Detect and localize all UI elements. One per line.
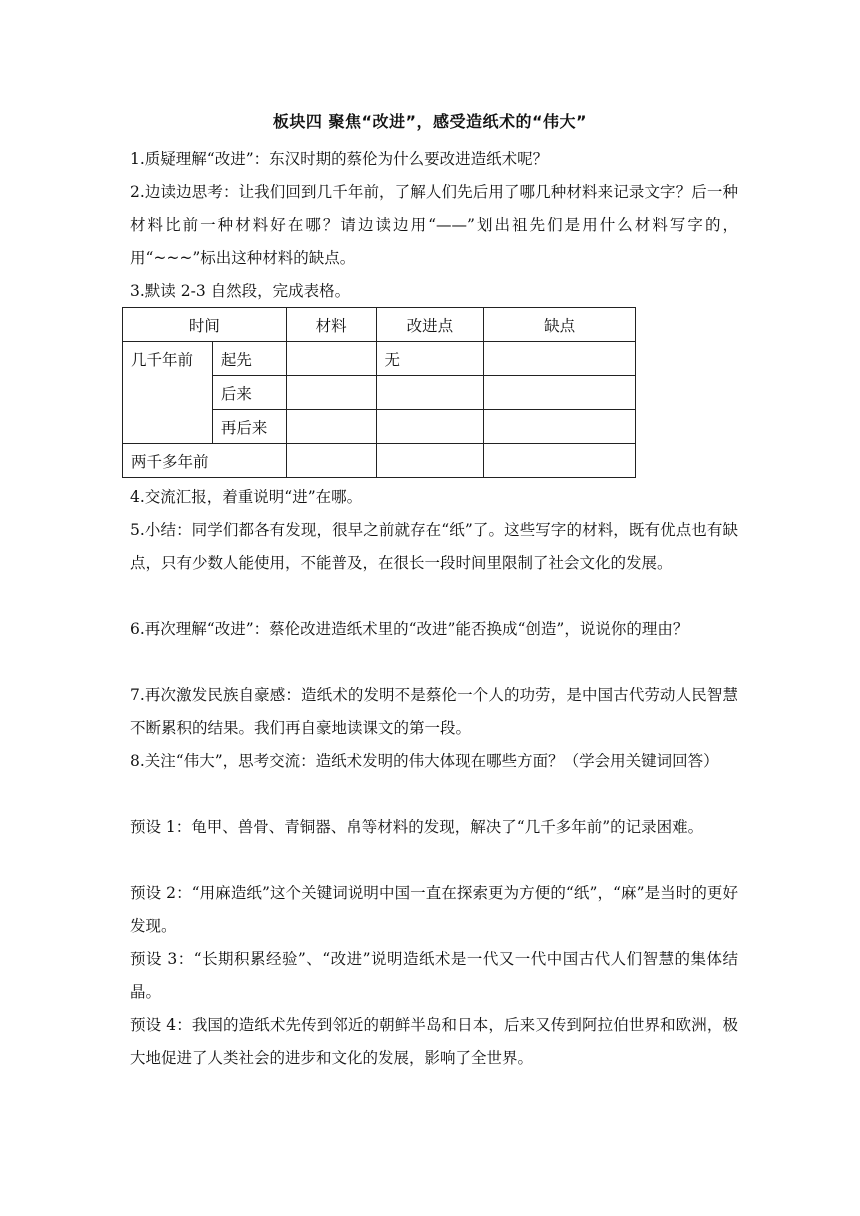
table-row (123, 342, 636, 376)
improvement-cell (376, 376, 484, 410)
sub-time-cell: 再后来 (212, 410, 286, 444)
preset-2: 预设 2：“用麻造纸”这个关键词说明中国一直在探索更为方便的“纸”，“麻”是当时的更好发现。 (130, 884, 738, 935)
question-8: 8.关注“伟大”，思考交流：造纸术发明的伟大体现在哪些方面？（学会用关键词回答） (130, 752, 719, 770)
sub-time-cell: 后来 (212, 376, 286, 410)
header-improvement: 改进点 (376, 308, 484, 342)
preset-3: 预设 3：“长期积累经验”、“改进”说明造纸术是一代又一代中国古代人们智慧的集体结晶。 (130, 950, 738, 1001)
question-6: 6.再次理解“改进”：蔡伦改进造纸术里的“改进”能否换成“创造”，说说你的理由？ (130, 620, 689, 638)
question-1: 1.质疑理解“改进”：东汉时期的蔡伦为什么要改进造纸术呢？ (130, 150, 549, 168)
question-7: 7.再次激发民族自豪感：造纸术的发明不是蔡伦一个人的功劳，是中国古代劳动人民智慧不断累积的结果。我们再自豪地读课文的第一段。 (130, 686, 738, 737)
improvement-cell (376, 444, 484, 478)
question-5: 5.小结：同学们都各有发现，很早之前就存在“纸”了。这些写字的材料，既有优点也有缺点，只有少数人能使用，不能普及，在很长一段时间里限制了社会文化的发展。 (130, 521, 738, 572)
header-material: 材料 (286, 308, 376, 342)
material-cell (286, 342, 376, 376)
sub-time-cell: 起先 (212, 342, 286, 376)
question-2: 2.边读边思考：让我们回到几千年前，了解人们先后用了哪几种材料来记录文字？后一种材料比前一种材料好在哪？请边读边用“——”划出祖先们是用什么材料写字的，用“~~~”标出这种材料的缺点。 (130, 183, 738, 267)
preset-4: 预设 4：我国的造纸术先传到邻近的朝鲜半岛和日本，后来又传到阿拉伯世界和欧洲，极大地促进了人类社会的进步和文化的发展，影响了全世界。 (130, 1016, 738, 1067)
group-label-cell: 几千年前 (123, 342, 213, 444)
section-title: 板块四 聚焦“改进”，感受造纸术的“伟大” (272, 112, 588, 131)
materials-table (122, 307, 636, 478)
question-3: 3.默读 2-3 自然段，完成表格。 (130, 282, 351, 300)
table-header-row (123, 308, 636, 342)
header-time: 时间 (123, 308, 287, 342)
improvement-cell (376, 410, 484, 444)
question-4: 4.交流汇报，着重说明“进”在哪。 (130, 488, 363, 506)
material-cell (286, 410, 376, 444)
defect-cell (484, 342, 636, 376)
improvement-cell: 无 (376, 342, 484, 376)
material-cell (286, 444, 376, 478)
preset-1: 预设 1：龟甲、兽骨、青铜器、帛等材料的发现，解决了“几千多年前”的记录困难。 (130, 818, 704, 836)
last-row-label-cell: 两千多年前 (123, 444, 287, 478)
material-cell (286, 376, 376, 410)
defect-cell (484, 410, 636, 444)
table-row (123, 444, 636, 478)
defect-cell (484, 376, 636, 410)
defect-cell (484, 444, 636, 478)
header-defect: 缺点 (484, 308, 636, 342)
